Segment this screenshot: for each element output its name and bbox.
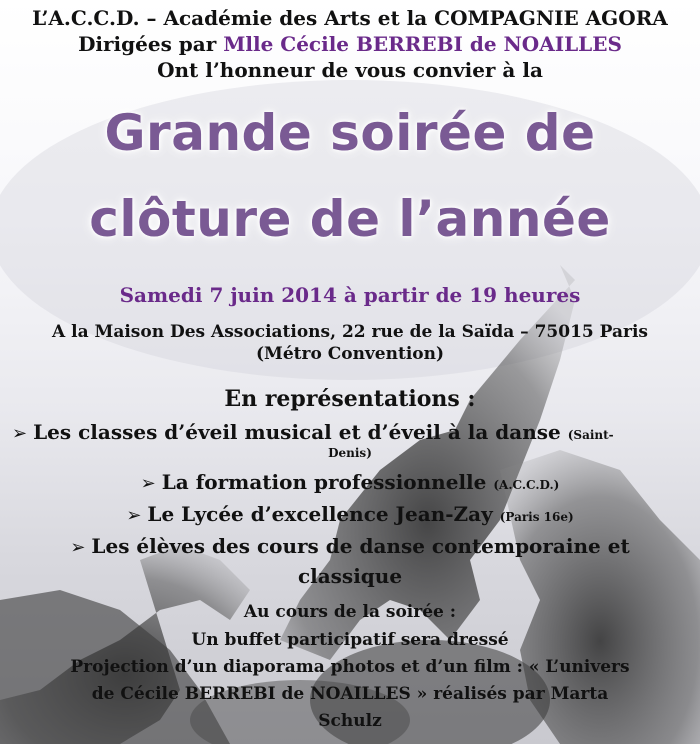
representation-item-1 — [12, 420, 700, 444]
director-name: Mlle Cécile BERREBI de NOAILLES — [223, 32, 622, 56]
representation-item-2 — [0, 470, 700, 494]
representation-item-1-cont: Denis) — [328, 446, 372, 460]
director-line — [0, 32, 700, 56]
director-prefix: Dirigées par — [78, 32, 224, 56]
item-1-note: (Saint- — [567, 428, 614, 442]
item-3-note: (Paris 16e) — [499, 510, 574, 524]
organizer-line: L’A.C.C.D. – Académie des Arts et la COMPAGNIE AGORA — [32, 6, 668, 30]
soiree-projection-line3: Schulz — [318, 711, 382, 731]
representations-title: En représentations : — [224, 386, 476, 412]
arrow-bullet-icon: ➢ — [140, 473, 156, 494]
arrow-bullet-icon: ➢ — [12, 423, 28, 444]
representation-item-3 — [0, 502, 700, 526]
event-address: A la Maison Des Associations, 22 rue de la Saïda – 75015 Paris — [52, 322, 648, 342]
event-title-line1: Grande soirée de — [104, 104, 596, 162]
soiree-buffet: Un buffet participatif sera dressé — [191, 630, 509, 650]
arrow-bullet-icon: ➢ — [126, 505, 142, 526]
soiree-title: Au cours de la soirée : — [243, 602, 457, 622]
item-3-text: Le Lycée d’excellence Jean-Zay — [147, 502, 500, 526]
event-metro: (Métro Convention) — [255, 344, 445, 364]
item-1-text: Les classes d’éveil musical et d’éveil à la danse — [33, 420, 568, 444]
item-2-note: (A.C.C.D.) — [493, 478, 560, 492]
arrow-bullet-icon: ➢ — [70, 537, 86, 558]
item-4-text: Les élèves des cours de danse contemporaine et — [91, 534, 630, 558]
event-title-line2: clôture de l’année — [89, 190, 611, 248]
event-date: Samedi 7 juin 2014 à partir de 19 heures — [119, 283, 581, 307]
soiree-projection-line1: Projection d’un diaporama photos et d’un film : « L’univers — [70, 657, 630, 677]
invite-line: Ont l’honneur de vous convier à la — [157, 58, 543, 82]
soiree-projection-line2: de Cécile BERREBI de NOAILLES » réalisés par Marta — [91, 684, 609, 704]
representation-item-4-cont: classique — [297, 564, 403, 588]
item-2-text: La formation professionnelle — [161, 470, 494, 494]
representation-item-4 — [0, 534, 700, 558]
